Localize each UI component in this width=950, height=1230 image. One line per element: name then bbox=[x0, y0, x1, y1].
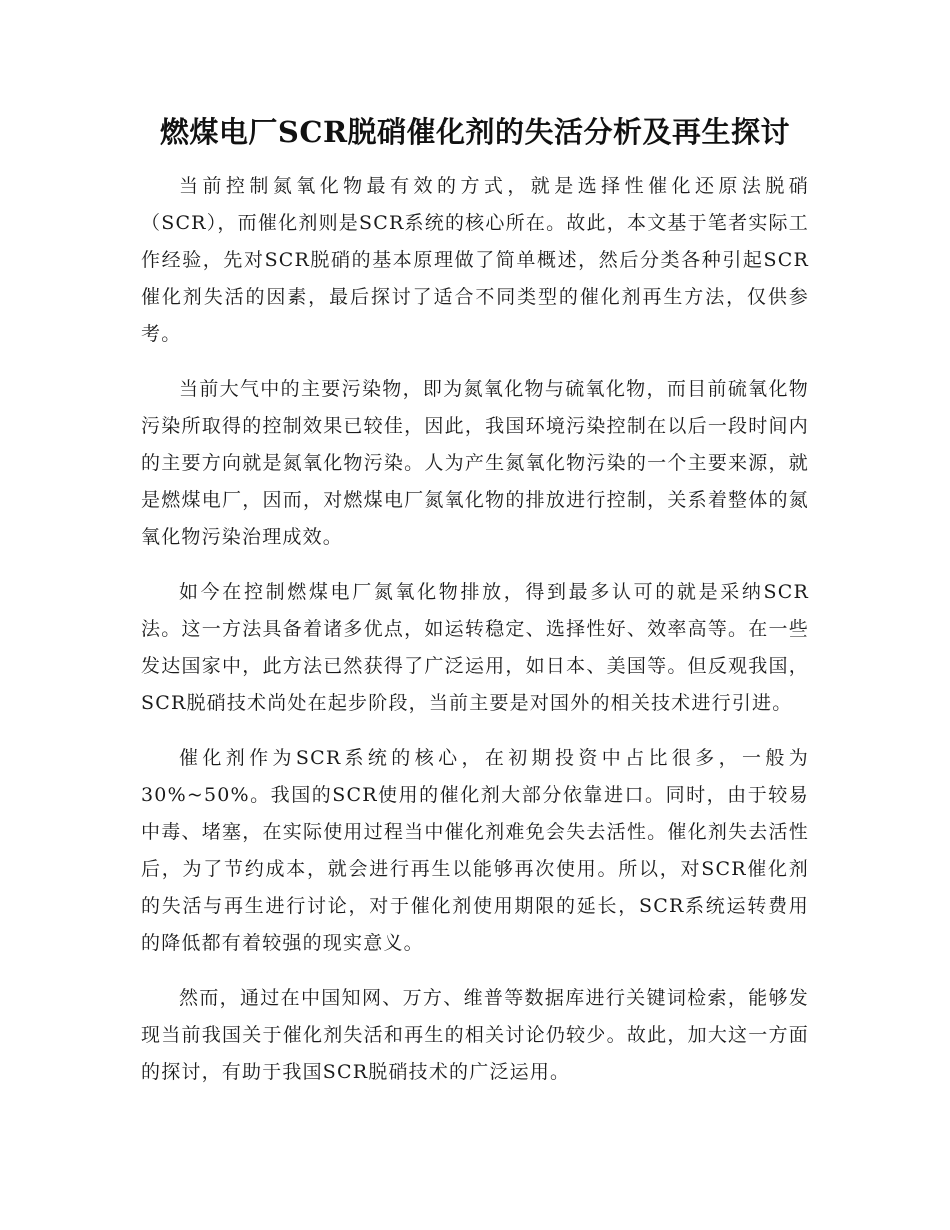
document-page bbox=[141, 112, 809, 1091]
paragraph-scr-method: 如今在控制燃煤电厂氮氧化物排放，得到最多认可的就是采纳SCR法。这一方法具备着诸多优点，如运转稳定、选择性好、效率高等。在一些发达国家中，此方法已然获得了广泛运用，如日本、美国等。但反观我国，SCR脱硝技术尚处在起步阶段，当前主要是对国外的相关技术进行引进。 bbox=[141, 581, 809, 714]
paragraph-research-gap: 然而，通过在中国知网、万方、维普等数据库进行关键词检索，能够发现当前我国关于催化剂失活和再生的相关讨论仍较少。故此，加大这一方面的探讨，有助于我国SCR脱硝技术的广泛运用。 bbox=[141, 987, 809, 1083]
paragraph-pollution-background: 当前大气中的主要污染物，即为氮氧化物与硫氧化物，而目前硫氧化物污染所取得的控制效果已较佳，因此，我国环境污染控制在以后一段时间内的主要方向就是氮氧化物污染。人为产生氮氧化物污染的一个主要来源，就是燃煤电厂，因而，对燃煤电厂氮氧化物的排放进行控制，关系着整体的氮氧化物污染治理成效。 bbox=[141, 378, 809, 548]
paragraph-abstract: 当前控制氮氧化物最有效的方式，就是选择性催化还原法脱硝（SCR），而催化剂则是SCR系统的核心所在。故此，本文基于笔者实际工作经验，先对SCR脱硝的基本原理做了简单概述，然后分类各种引起SCR催化剂失活的因素，最后探讨了适合不同类型的催化剂再生方法，仅供参考。 bbox=[141, 175, 809, 345]
document-title: 燃煤电厂SCR脱硝催化剂的失活分析及再生探讨 bbox=[159, 115, 791, 149]
paragraph-catalyst-importance: 催化剂作为SCR系统的核心，在初期投资中占比很多，一般为30%~50%。我国的SCR使用的催化剂大部分依靠进口。同时，由于较易中毒、堵塞，在实际使用过程当中催化剂难免会失去活性。催化剂失去活性后，为了节约成本，就会进行再生以能够再次使用。所以，对SCR催化剂的失活与再生进行讨论，对于催化剂使用期限的延长，SCR系统运转费用的降低都有着较强的现实意义。 bbox=[141, 747, 809, 954]
